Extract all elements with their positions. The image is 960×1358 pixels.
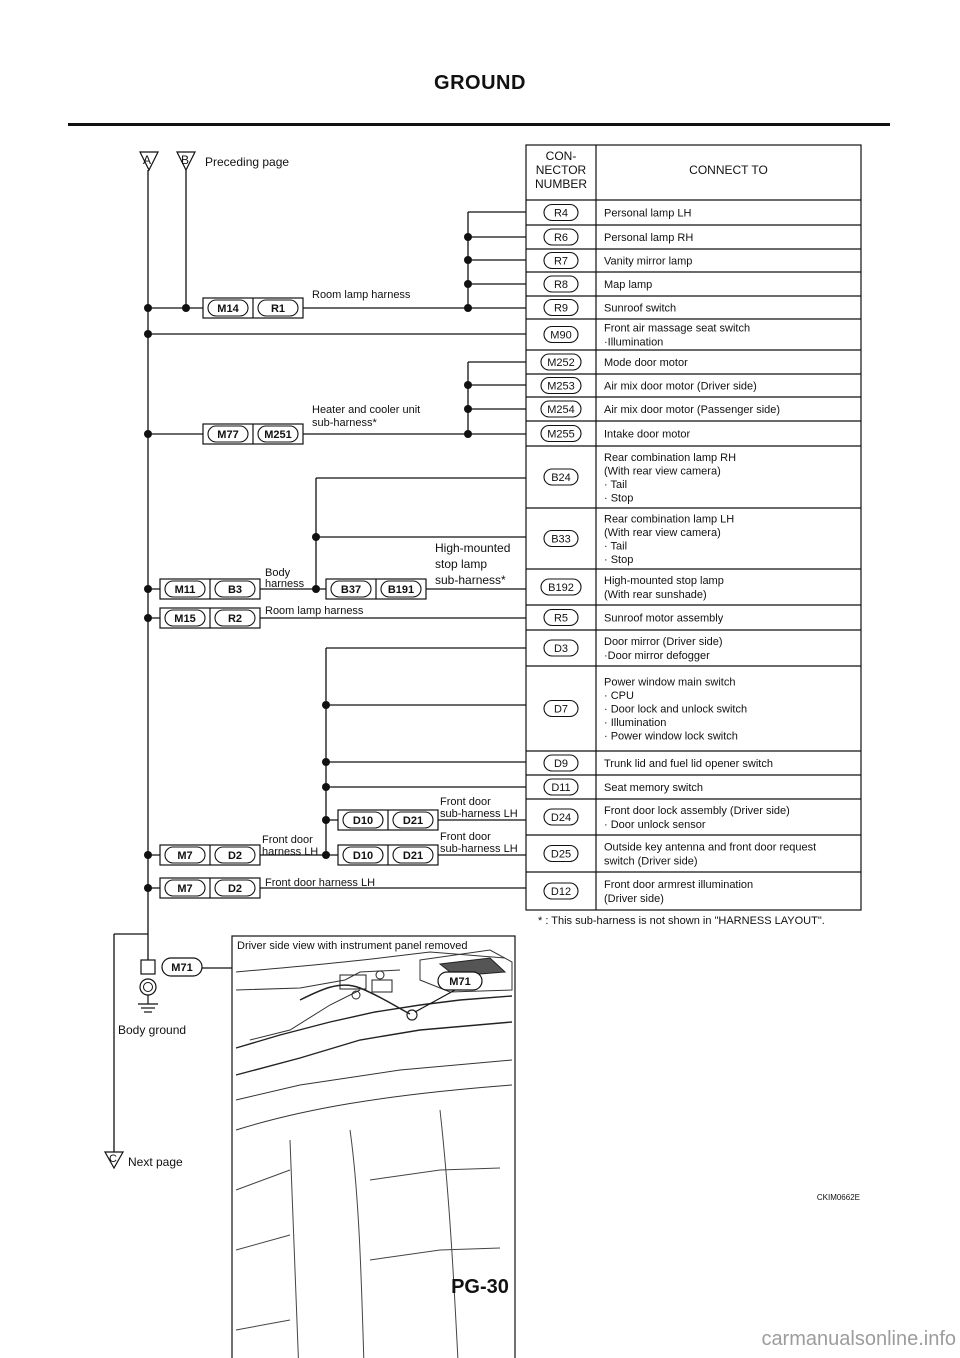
header-connector-text: CON- (545, 149, 577, 163)
front-door-harness-label-1b: harness LH (262, 846, 319, 858)
high-mounted-label-3: sub-harness* (435, 573, 506, 587)
junction-connector-id: D2 (227, 850, 243, 862)
connector-row (544, 276, 652, 292)
connector-id: R7 (553, 255, 569, 268)
body-ground-label: Body ground (118, 1023, 187, 1037)
page-connector-a (140, 152, 158, 170)
connector-row (541, 426, 691, 442)
connect-to-text: Air mix door motor (Driver side) (604, 380, 757, 393)
connector-row (544, 323, 750, 349)
connect-to-text: Personal lamp RH (604, 232, 694, 244)
connector-row (544, 300, 676, 316)
connector-id: B33 (551, 533, 571, 546)
junction-pair (203, 298, 303, 318)
connect-to-text: Front door lock assembly (Driver side) (604, 805, 790, 817)
connect-to-text: · Tail (604, 540, 628, 553)
connect-to-text: Air mix door motor (Passenger side) (604, 404, 781, 416)
connector-id: R8 (553, 279, 569, 291)
svg-text:M71: M71 (171, 962, 193, 974)
connector-row (541, 378, 757, 394)
connect-to-text: Seat memory switch (604, 782, 704, 794)
connect-to-text: Door mirror (Driver side) (604, 636, 723, 648)
connector-row (541, 401, 780, 417)
inset-connector-m71 (438, 972, 482, 990)
connect-to-text: · Stop (604, 553, 634, 566)
connect-to-text: Mode door motor (604, 357, 688, 369)
body-harness-label-2: harness (265, 578, 305, 590)
connect-to-text: switch (Driver side) (604, 855, 698, 868)
junction-connector-id: D10 (352, 850, 374, 862)
connect-to-text: ·Illumination (604, 336, 664, 349)
connector-id: R9 (553, 302, 569, 315)
junction-connector-id: R1 (270, 303, 286, 315)
svg-text:B: B (181, 153, 190, 167)
figure-code: CKIM0662E (816, 1193, 860, 1202)
junction-pair (326, 579, 426, 599)
page-number: PG-30 (451, 1276, 509, 1298)
connect-to-text: Sunroof switch (604, 302, 677, 315)
connector-id: M252 (547, 357, 575, 369)
junction-connector-id: M7 (177, 883, 193, 895)
connector-row (544, 253, 692, 269)
inset-title: Driver side view with instrument panel removed (237, 940, 468, 952)
connector-id: M255 (547, 428, 575, 441)
connect-to-text: · Illumination (604, 717, 667, 729)
connect-to-text: (With rear view camera) (604, 465, 721, 478)
connect-to-text: Outside key antenna and front door request (604, 841, 817, 854)
connect-to-text: Rear combination lamp LH (604, 513, 735, 526)
connector-table (526, 145, 861, 910)
junction-connector-id: M11 (174, 584, 196, 596)
junction-pair (160, 845, 260, 865)
connector-row (544, 229, 693, 245)
connector-id: B192 (548, 582, 574, 594)
next-page-label: Next page (128, 1155, 183, 1169)
connector-row (544, 452, 736, 505)
front-door-sub-label-2a: Front door (440, 831, 491, 843)
heater-harness-label-1: Heater and cooler unit (312, 404, 421, 416)
svg-text:C: C (109, 1153, 117, 1165)
connector-row (544, 205, 691, 221)
watermark: carmanualsonline.info (761, 1328, 956, 1350)
junction-connector-id: B3 (227, 584, 243, 596)
connector-row (541, 575, 724, 601)
connect-to-text: (With rear view camera) (604, 526, 721, 539)
front-door-sub-label-1a: Front door (440, 796, 491, 808)
connect-to-text: Map lamp (604, 279, 653, 291)
junction-dots (144, 233, 472, 892)
connect-to-text: Power window main switch (604, 676, 736, 689)
front-door-sub-label-1b: sub-harness LH (440, 808, 518, 820)
footnote: * : This sub-harness is not shown in "HARNESS LAYOUT". (538, 915, 825, 927)
page-connector-c (105, 1152, 123, 1168)
connector-id: D11 (551, 782, 571, 794)
connect-to-text: · Power window lock switch (604, 730, 738, 743)
heater-harness-label-2: sub-harness* (312, 417, 377, 429)
connector-id: D12 (550, 886, 572, 898)
connector-row (544, 879, 753, 905)
connector-row (541, 354, 688, 370)
junction-connector-id: M251 (264, 429, 292, 441)
junction-pair (338, 845, 438, 865)
connector-id: D25 (550, 848, 572, 861)
connect-to-text: (Driver side) (604, 893, 664, 905)
junction-connector-id: D2 (227, 883, 243, 895)
connector-id: R5 (553, 612, 569, 625)
connector-row (544, 755, 773, 771)
connect-to-text: ·Door mirror defogger (604, 650, 710, 662)
connect-to-text: · Stop (604, 492, 634, 505)
junction-pair (338, 810, 438, 830)
connect-to-text: Sunroof motor assembly (604, 612, 724, 625)
front-door-harness-label-2: Front door harness LH (265, 877, 376, 889)
connect-to-text: · CPU (604, 690, 634, 702)
room-lamp-harness-label-2: Room lamp harness (265, 605, 364, 617)
junction-connector-id: B37 (340, 584, 362, 596)
page-connector-b (177, 152, 195, 170)
junction-connector-id: M77 (217, 429, 239, 441)
connector-row (544, 805, 790, 831)
junction-connector-id: R2 (227, 613, 243, 625)
connector-row (544, 677, 747, 743)
connect-to-text: Front door armrest illumination (604, 879, 754, 891)
high-mounted-label-1: High-mounted (435, 541, 511, 555)
page-title: GROUND (434, 72, 526, 94)
ground-symbol (138, 960, 158, 1012)
junction-pair (160, 579, 260, 599)
connector-id: D3 (553, 643, 569, 655)
connector-id: D24 (550, 812, 572, 824)
connector-row (544, 610, 724, 626)
connect-to-text: Intake door motor (604, 428, 691, 441)
junction-connector-id: M7 (177, 850, 193, 862)
connector-id: D7 (553, 703, 569, 716)
connector-row (544, 842, 816, 868)
connector-id: M90 (550, 329, 572, 342)
connector-id: D9 (553, 758, 569, 770)
connector-id: M253 (547, 380, 575, 393)
connect-to-text: Rear combination lamp RH (604, 451, 737, 464)
junction-connector-id: D10 (352, 815, 374, 827)
high-mounted-label-2: stop lamp (435, 557, 488, 571)
connect-to-text: · Door unlock sensor (604, 819, 706, 831)
connector-id: B24 (551, 472, 571, 484)
connector-row (544, 513, 734, 566)
connect-to-text: · Tail (604, 478, 628, 491)
junction-pair (203, 424, 303, 444)
junction-connectors (160, 298, 438, 898)
body-harness-label-1: Body (265, 567, 291, 579)
header-connect-to: CONNECT TO (689, 163, 768, 177)
connector-id: R6 (553, 232, 569, 244)
connector-row (544, 779, 703, 795)
front-door-sub-label-2b: sub-harness LH (440, 843, 518, 855)
room-lamp-harness-label: Room lamp harness (312, 289, 411, 301)
connect-to-text: High-mounted stop lamp (604, 575, 724, 587)
connect-to-text: Front air massage seat switch (604, 322, 751, 335)
junction-pair (160, 878, 260, 898)
connector-id: R4 (553, 207, 569, 220)
front-door-harness-label-1a: Front door (262, 834, 313, 846)
junction-connector-id: D21 (402, 850, 424, 862)
preceding-page-label: Preceding page (205, 155, 290, 169)
junction-pair (160, 608, 260, 628)
connector-row (544, 636, 723, 662)
svg-text:M71: M71 (449, 976, 471, 988)
connect-to-text: · Door lock and unlock switch (604, 703, 748, 716)
connect-to-text: (With rear sunshade) (604, 589, 707, 601)
junction-connector-id: M14 (217, 303, 239, 315)
connector-id: M254 (547, 404, 575, 416)
connect-to-text: Personal lamp LH (604, 207, 692, 220)
ground-connector-m71 (162, 958, 202, 976)
junction-connector-id: B191 (387, 584, 415, 596)
connect-to-text: Trunk lid and fuel lid opener switch (604, 758, 773, 770)
junction-connector-id: M15 (174, 613, 196, 625)
svg-text:A: A (143, 153, 152, 167)
header-connector-text: NECTOR (535, 163, 587, 177)
junction-connector-id: D21 (402, 815, 424, 827)
connect-to-text: Vanity mirror lamp (604, 255, 693, 268)
header-connector-text: NUMBER (534, 177, 588, 191)
